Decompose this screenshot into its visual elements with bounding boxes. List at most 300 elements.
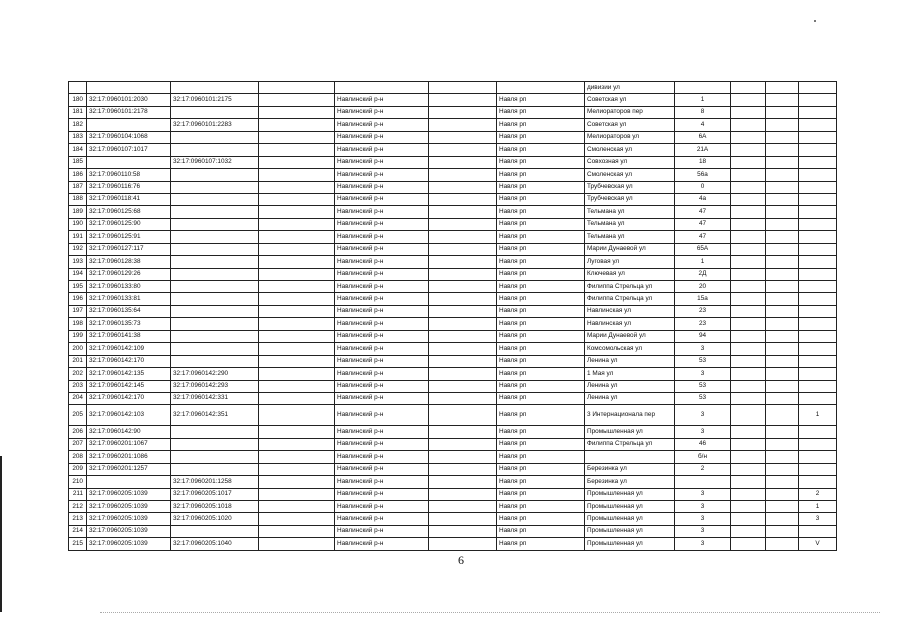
extra-value-cell: V [799,538,837,550]
blank-cell [429,392,497,404]
district-cell: Навлинский р-н [335,501,429,513]
locality-cell: Навля рп [497,144,585,156]
blank-cell [731,368,766,380]
row-number: 206 [69,426,87,438]
cadastral-number-secondary [171,426,259,438]
row-number: 185 [69,156,87,168]
district-cell: Навлинский р-н [335,193,429,205]
house-number-cell: 3 [675,501,731,513]
table-row [69,463,837,475]
extra-value-cell [799,525,837,537]
cadastral-number-primary: 32:17:0960135:73 [87,318,171,330]
blank-cell [731,243,766,255]
cadastral-number-secondary [171,463,259,475]
cadastral-number-primary: 32:17:0960141:38 [87,330,171,342]
blank-cell [731,206,766,218]
street-cell: Смоленская ул [585,169,675,181]
table-row [69,94,837,106]
blank-cell [731,181,766,193]
blank-cell [766,119,799,131]
extra-value-cell [799,281,837,293]
blank-cell [259,513,335,525]
blank-cell [731,343,766,355]
district-cell: Навлинский р-н [335,218,429,230]
house-number-cell: 3 [675,426,731,438]
extra-value-cell [799,106,837,118]
cadastral-number-primary: 32:17:0960110:58 [87,169,171,181]
cadastral-number-secondary: 32:17:0960142:290 [171,368,259,380]
cadastral-number-secondary: 32:17:0960101:2175 [171,94,259,106]
street-cell: 3 Интернационала пер [585,405,675,426]
blank-cell [429,131,497,143]
extra-value-cell [799,392,837,404]
extra-value-cell [799,355,837,367]
cadastral-number-primary: 32:17:0960116:76 [87,181,171,193]
cadastral-number-secondary: 32:17:0960205:1018 [171,501,259,513]
house-number-cell: 3 [675,343,731,355]
cadastral-number-primary: 32:17:0960201:1257 [87,463,171,475]
locality-cell: Навля рп [497,476,585,488]
blank-cell [429,343,497,355]
blank-cell [259,131,335,143]
table-row [69,206,837,218]
street-cell: Промышленная ул [585,501,675,513]
extra-value-cell [799,426,837,438]
cadastral-number-secondary: 32:17:0960205:1040 [171,538,259,550]
blank-cell [259,293,335,305]
blank-cell [766,538,799,550]
blank-cell [259,438,335,450]
district-cell: Навлинский р-н [335,368,429,380]
row-number: 196 [69,293,87,305]
cadastral-number-secondary [171,305,259,317]
extra-value-cell [799,268,837,280]
blank-cell [429,218,497,230]
blank-cell [731,169,766,181]
blank-cell [731,131,766,143]
table-row [69,426,837,438]
cadastral-number-primary: 32:17:0960128:38 [87,256,171,268]
blank-cell [259,181,335,193]
blank-cell [259,218,335,230]
locality-cell: Навля рп [497,330,585,342]
extra-value-cell [799,144,837,156]
blank-cell [731,501,766,513]
house-number-cell: 1 [675,94,731,106]
extra-value-cell: 1 [799,405,837,426]
cadastral-number-secondary: 32:17:0960101:2283 [171,119,259,131]
house-number-cell: 47 [675,231,731,243]
district-cell: Навлинский р-н [335,343,429,355]
row-number: 199 [69,330,87,342]
row-number: 198 [69,318,87,330]
blank-cell [766,169,799,181]
locality-cell: Навля рп [497,305,585,317]
blank-cell [429,380,497,392]
blank-cell [731,451,766,463]
blank-cell [259,281,335,293]
house-number-cell: 94 [675,330,731,342]
cadastral-number-primary: 32:17:0960125:91 [87,231,171,243]
house-number-cell: 3 [675,525,731,537]
blank-cell [731,305,766,317]
blank-cell [731,355,766,367]
cadastral-number-primary: 32:17:0960205:1039 [87,501,171,513]
house-number-cell: 21А [675,144,731,156]
blank-cell [731,438,766,450]
blank-cell [259,525,335,537]
cadastral-number-primary: 32:17:0960104:1068 [87,131,171,143]
locality-cell: Навля рп [497,268,585,280]
table-row [69,305,837,317]
row-number: 215 [69,538,87,550]
blank-cell [259,343,335,355]
blank-cell [259,106,335,118]
extra-value-cell [799,330,837,342]
blank-cell [259,405,335,426]
cadastral-number-secondary [171,181,259,193]
blank-cell [731,293,766,305]
cadastral-number-primary: 32:17:0960142:109 [87,343,171,355]
blank-cell [259,463,335,475]
blank-cell [259,119,335,131]
blank-cell [429,106,497,118]
blank-cell [731,525,766,537]
blank-cell [731,281,766,293]
extra-value-cell [799,318,837,330]
locality-cell: Навля рп [497,94,585,106]
locality-cell: Навля рп [497,206,585,218]
street-cell: Промышленная ул [585,426,675,438]
table-row [69,330,837,342]
house-number-cell: 65А [675,243,731,255]
table-row [69,368,837,380]
row-number: 181 [69,106,87,118]
extra-value-cell [799,293,837,305]
blank-cell [766,218,799,230]
blank-cell [766,106,799,118]
locality-cell: Навля рп [497,525,585,537]
street-cell: Ленина ул [585,380,675,392]
extra-value-cell [799,476,837,488]
district-cell: Навлинский р-н [335,451,429,463]
cadastral-number-primary: 32:17:0960205:1039 [87,538,171,550]
blank-cell [429,330,497,342]
blank-cell [429,281,497,293]
extra-value-cell [799,119,837,131]
cadastral-number-primary: 32:17:0960129:26 [87,268,171,280]
cadastral-number-secondary [171,193,259,205]
district-cell: Навлинский р-н [335,513,429,525]
blank-cell [766,268,799,280]
locality-cell: Навля рп [497,405,585,426]
street-cell: Навлинская ул [585,318,675,330]
row-number: 203 [69,380,87,392]
blank-cell [766,488,799,500]
locality-cell: Навля рп [497,169,585,181]
blank-cell [766,426,799,438]
table-row [69,501,837,513]
blank-cell [731,318,766,330]
cadastral-number-primary: 32:17:0960133:80 [87,281,171,293]
cadastral-number-secondary: 32:17:0960142:331 [171,392,259,404]
locality-cell: Навля рп [497,256,585,268]
cadastral-number-primary: 32:17:0960205:1039 [87,488,171,500]
house-number-cell: 53 [675,355,731,367]
blank-cell [731,463,766,475]
row-number: 200 [69,343,87,355]
table-row [69,131,837,143]
blank-cell [429,513,497,525]
street-cell: Марии Дунаевой ул [585,330,675,342]
district-cell: Навлинский р-н [335,525,429,537]
table-row [69,181,837,193]
district-cell: Навлинский р-н [335,94,429,106]
street-cell: Луговая ул [585,256,675,268]
extra-value-cell [799,169,837,181]
row-number: 189 [69,206,87,218]
table-row [69,218,837,230]
blank-cell [429,525,497,537]
district-cell: Навлинский р-н [335,318,429,330]
page-number: 6 [458,553,464,567]
table-row [69,231,837,243]
row-number: 187 [69,181,87,193]
blank-cell [429,94,497,106]
cadastral-number-primary: 32:17:0960201:1067 [87,438,171,450]
row-number: 214 [69,525,87,537]
extra-value-cell [799,438,837,450]
table-row [69,256,837,268]
locality-cell: Навля рп [497,131,585,143]
district-cell: Навлинский р-н [335,131,429,143]
blank-cell [731,405,766,426]
row-number: 190 [69,218,87,230]
blank-cell [766,405,799,426]
table-row [69,106,837,118]
cadastral-number-secondary: 32:17:0960201:1258 [171,476,259,488]
cadastral-number-secondary [171,268,259,280]
table-row [69,380,837,392]
blank-cell [731,392,766,404]
district-cell: Навлинский р-н [335,206,429,218]
row-number: 209 [69,463,87,475]
blank-cell [259,392,335,404]
cadastral-number-primary: 32:17:0960142:103 [87,405,171,426]
cadastral-number-secondary [171,293,259,305]
extra-value-cell [799,243,837,255]
blank-cell [766,330,799,342]
cadastral-number-primary: 32:17:0960142:170 [87,392,171,404]
extra-value-cell [799,343,837,355]
street-cell: Промышленная ул [585,538,675,550]
row-number: 182 [69,119,87,131]
blank-cell [259,268,335,280]
blank-cell [731,513,766,525]
blank-cell [429,438,497,450]
cadastral-number-primary: 32:17:0960133:81 [87,293,171,305]
row-number: 202 [69,368,87,380]
cadastral-number-secondary [171,243,259,255]
document-sheet [68,81,836,551]
cadastral-number-primary: 32:17:0960142:135 [87,368,171,380]
street-cell: Трубчевская ул [585,181,675,193]
street-cell: Советская ул [585,119,675,131]
header-fragment-row [69,82,837,94]
extra-value-cell [799,368,837,380]
locality-cell: Навля рп [497,119,585,131]
street-cell: Комсомольская ул [585,343,675,355]
scan-noise-line [100,612,880,614]
blank-cell [429,538,497,550]
cadastral-number-secondary [171,106,259,118]
table-row [69,193,837,205]
row-number: 183 [69,131,87,143]
table-row [69,281,837,293]
blank-cell [766,243,799,255]
extra-value-cell [799,94,837,106]
cadastral-number-primary [87,476,171,488]
locality-cell: Навля рп [497,355,585,367]
blank-cell [766,380,799,392]
locality-cell: Навля рп [497,156,585,168]
cadastral-number-primary: 32:17:0960205:1039 [87,513,171,525]
blank-cell [766,156,799,168]
district-cell: Навлинский р-н [335,476,429,488]
table-row [69,156,837,168]
cadastral-number-primary [87,156,171,168]
blank-cell [259,156,335,168]
street-cell: Тельмана ул [585,231,675,243]
house-number-cell: 18 [675,156,731,168]
locality-cell: Навля рп [497,318,585,330]
district-cell: Навлинский р-н [335,426,429,438]
blank-cell [766,318,799,330]
house-number-cell: 2 [675,463,731,475]
row-number: 188 [69,193,87,205]
street-cell: Мелиораторов ул [585,131,675,143]
street-cell: Промышленная ул [585,525,675,537]
row-number: 180 [69,94,87,106]
blank-cell [766,476,799,488]
house-number-cell: 53 [675,392,731,404]
blank-cell [731,330,766,342]
extra-value-cell [799,380,837,392]
blank-cell [766,525,799,537]
cadastral-number-primary: 32:17:0960125:68 [87,206,171,218]
extra-value-cell: 1 [799,501,837,513]
row-number: 194 [69,268,87,280]
district-cell: Навлинский р-н [335,438,429,450]
district-cell: Навлинский р-н [335,169,429,181]
street-cell: Березинка ул [585,463,675,475]
blank-cell [259,305,335,317]
extra-value-cell [799,463,837,475]
cadastral-number-secondary [171,330,259,342]
locality-cell: Навля рп [497,392,585,404]
blank-cell [259,330,335,342]
blank-cell [731,538,766,550]
table-row [69,268,837,280]
blank-cell [429,293,497,305]
street-cell: Тельмана ул [585,218,675,230]
street-cell: Смоленская ул [585,144,675,156]
locality-cell: Навля рп [497,368,585,380]
cadastral-number-primary: 32:17:0960205:1039 [87,525,171,537]
blank-cell [731,144,766,156]
blank-cell [429,119,497,131]
district-cell: Навлинский р-н [335,293,429,305]
locality-cell: Навля рп [497,343,585,355]
cadastral-number-secondary [171,169,259,181]
blank-cell [766,355,799,367]
locality-cell: Навля рп [497,193,585,205]
street-cell: Ленина ул [585,392,675,404]
blank-cell [731,193,766,205]
extra-value-cell [799,131,837,143]
house-number-cell: 47 [675,206,731,218]
table-row [69,343,837,355]
blank-cell [731,94,766,106]
blank-cell [259,355,335,367]
house-number-cell: 20 [675,281,731,293]
house-number-cell: 4 [675,119,731,131]
locality-cell: Навля рп [497,426,585,438]
district-cell: Навлинский р-н [335,268,429,280]
row-number: 201 [69,355,87,367]
blank-cell [429,144,497,156]
locality-cell: Навля рп [497,181,585,193]
blank-cell [766,305,799,317]
extra-value-cell [799,206,837,218]
scan-edge-mark [0,456,2,612]
blank-cell [259,169,335,181]
house-number-cell: 6А [675,131,731,143]
blank-cell [429,256,497,268]
district-cell: Навлинский р-н [335,231,429,243]
district-cell: Навлинский р-н [335,330,429,342]
blank-cell [259,538,335,550]
blank-cell [766,94,799,106]
blank-cell [429,156,497,168]
row-number: 207 [69,438,87,450]
blank-cell [766,181,799,193]
blank-cell [766,206,799,218]
row-number: 184 [69,144,87,156]
street-cell: дивизии ул [585,82,675,94]
blank-cell [731,156,766,168]
district-cell: Навлинский р-н [335,392,429,404]
locality-cell: Навля рп [497,281,585,293]
district-cell: Навлинский р-н [335,144,429,156]
district-cell: Навлинский р-н [335,181,429,193]
blank-cell [429,318,497,330]
cadastral-number-primary: 32:17:0960125:90 [87,218,171,230]
cadastral-number-primary: 32:17:0960142:145 [87,380,171,392]
table-row [69,392,837,404]
district-cell: Навлинский р-н [335,355,429,367]
street-cell: Филиппа Стрельца ул [585,438,675,450]
blank-cell [429,463,497,475]
blank-cell [259,193,335,205]
blank-cell [766,513,799,525]
street-cell: Марии Дунаевой ул [585,243,675,255]
extra-value-cell [799,256,837,268]
street-cell: Промышленная ул [585,513,675,525]
cadastral-number-secondary: 32:17:0960142:351 [171,405,259,426]
row-number: 212 [69,501,87,513]
cadastral-number-secondary [171,318,259,330]
